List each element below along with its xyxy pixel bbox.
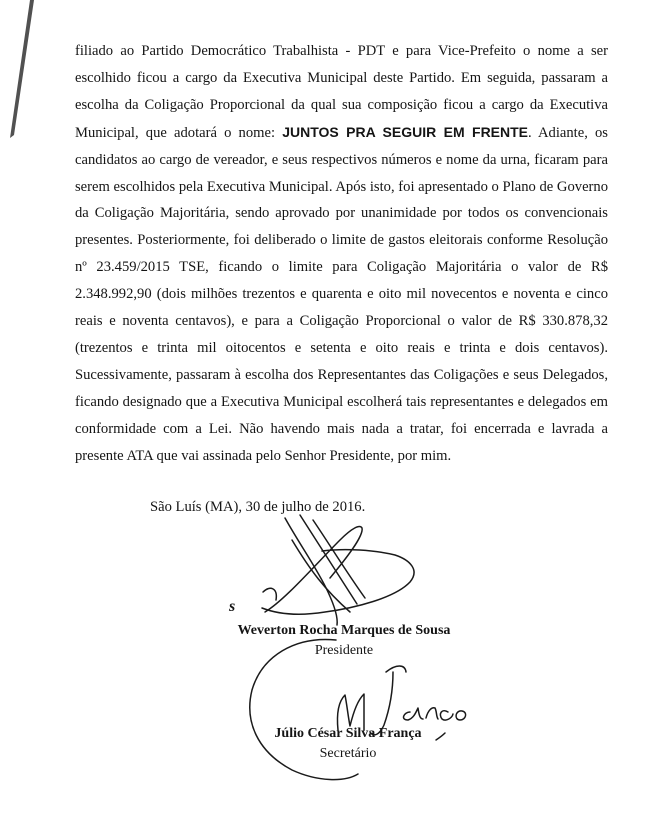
paragraph-part-1: filiado ao Partido Democrático Trabalhista - PDT e para Vice-Prefeito o nome a ser escolhido ficou a cargo da Executiva Municipal deste Partido. Em seguida, passaram a escolha da Coligação Proporcional da qual sua composição ficou a cargo da Executiva Municipal, que adotará o nome: [75,43,608,141]
president-name: Weverton Rocha Marques de Sousa [237,623,451,638]
handwritten-initials: s [229,598,236,615]
president-signature-drawing [262,515,414,625]
secretary-signature-block [258,724,438,764]
scan-edge-mark [0,0,40,140]
coalition-name: JUNTOS PRA SEGUIR EM FRENTE [282,123,529,140]
place-and-date: São Luís (MA), 30 de julho de 2016. [150,499,366,515]
secretary-role: Secretário [319,746,377,761]
president-role: Presidente [314,643,374,658]
paragraph-part-2: . Adiante, os candidatos ao cargo de vereador, e seus respectivos números e nome da urna, ficaram para serem escolhidos pela Executiva Municipal. Após isto, foi apresentado o Plano de Governo da Coligação Majoritária, sendo aprovado por unanimidade por todos os convencionais presentes. Posteriormente, foi deliberado o limite de gastos eleitorais conforme Resolução nº 23.459/2015 TSE, ficando o limite para Coligação Majoritária o valor de R$ 2.348.992,90 (dois milhões trezentos e quarenta e oito mil novecentos e noventa e cinco reais e noventa centavos), e para a Coligação Proporcional o valor de R$ 330.878,32 (trezentos e trinta mil oitocentos e setenta e oito reais e trinta e dois centavos). Sucessivamente, passaram à escolha dos Representantes das Coligações e seus Delegados, ficando designado que a Executiva Municipal escolherá tais representantes e delegados em conformidade com a Lei. Não havendo mais nada a tratar, foi encerrada e lavrada a presente ATA que vai assinada pelo Senhor Presidente, por mim. [75,124,608,464]
minutes-paragraph [75,38,608,470]
secretary-name: Júlio César Silva França [274,726,422,741]
president-signature-block [226,621,462,661]
